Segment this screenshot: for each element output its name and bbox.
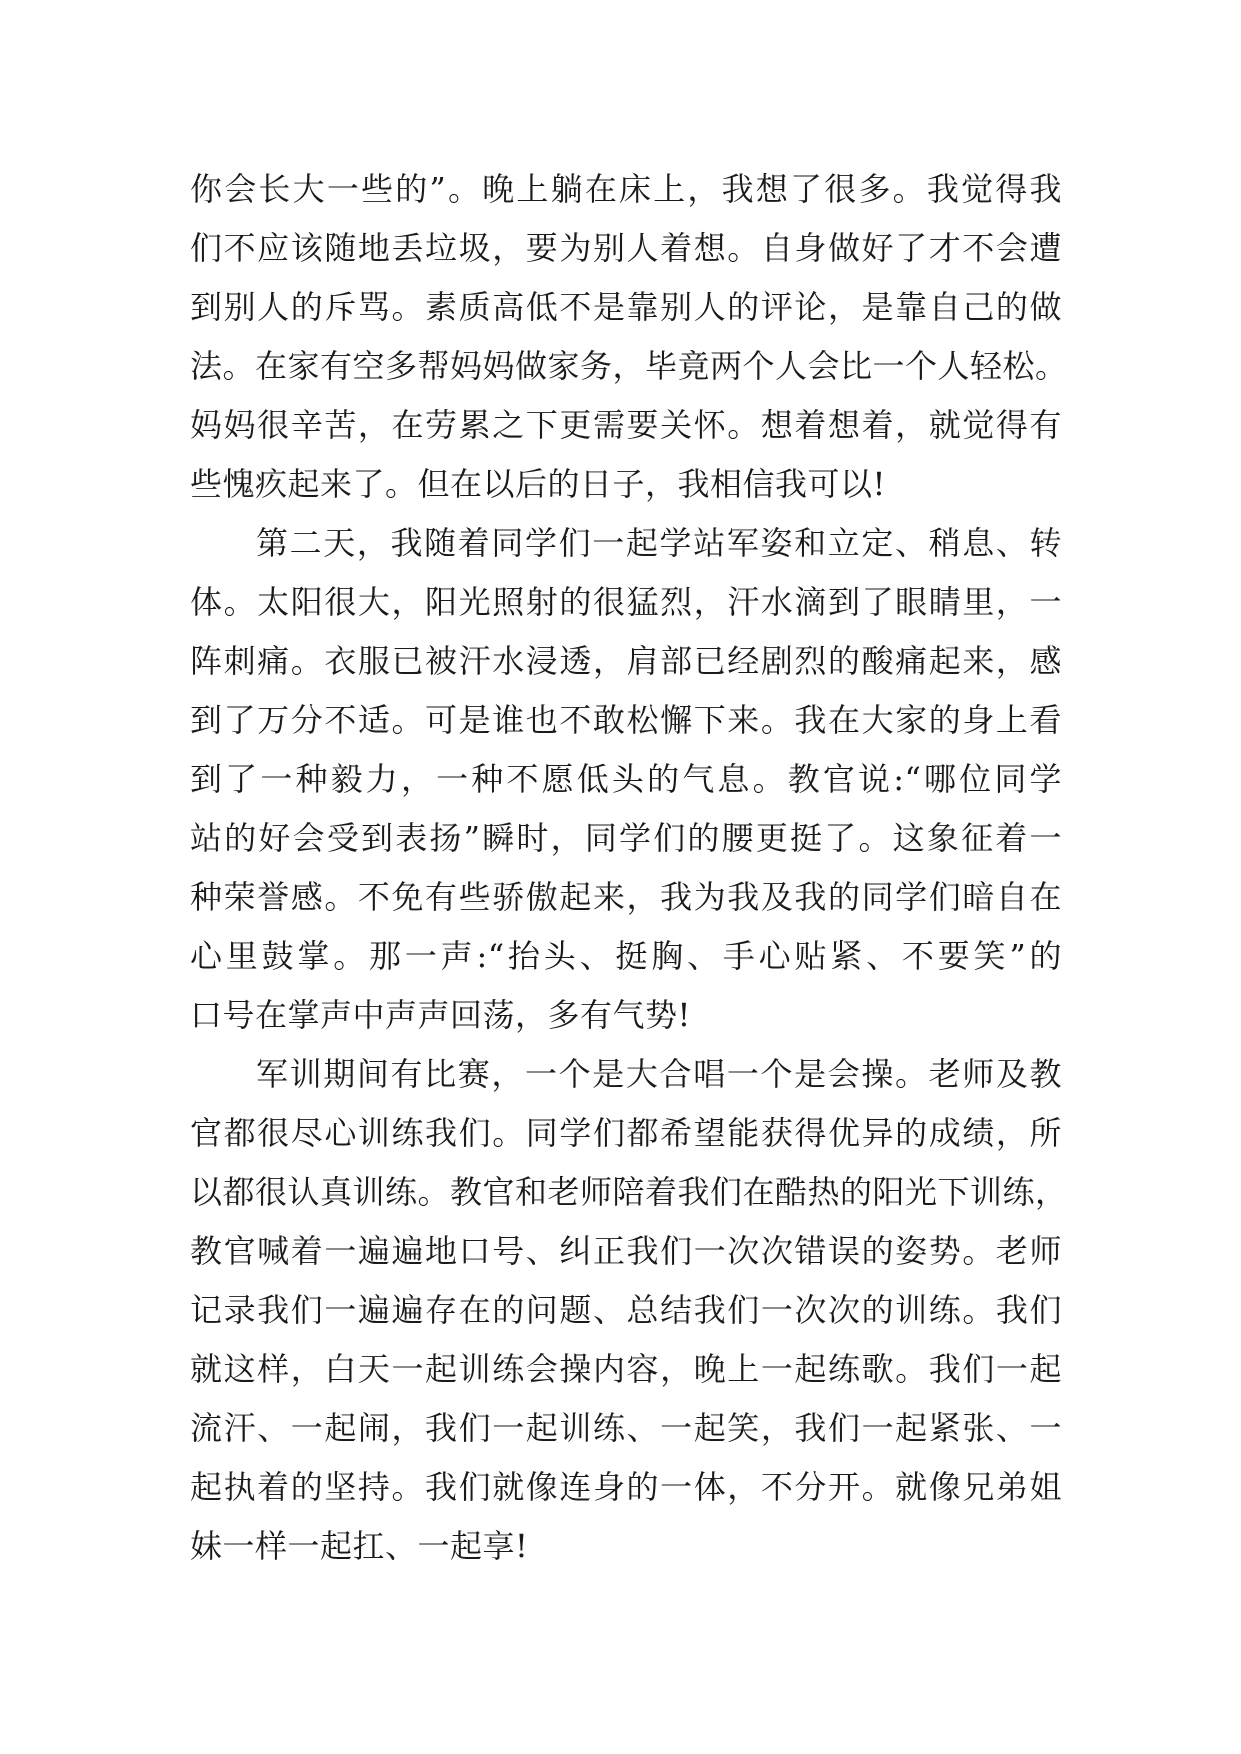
paragraph: [190, 160, 1068, 514]
text-line: 官都很尽心训练我们。同学们都希望能获得优异的成绩，所: [190, 1114, 1062, 1152]
paragraph: [190, 514, 1062, 1045]
text-line: 些愧疚起来了。但在以后的日子，我相信我可以!: [190, 465, 886, 503]
text-line: 们不应该随地丢垃圾，要为别人着想。自身做好了才不会遭: [190, 229, 1062, 267]
text-line: 流汗、一起闹，我们一起训练、一起笑，我们一起紧张、一: [190, 1409, 1062, 1447]
text-line: 教官喊着一遍遍地口号、纠正我们一次次错误的姿势。老师: [190, 1232, 1062, 1270]
text-line: 起执着的坚持。我们就像连身的一体，不分开。就像兄弟姐: [190, 1468, 1062, 1506]
text-line: 种荣誉感。不免有些骄傲起来，我为我及我的同学们暗自在: [190, 878, 1062, 916]
text-line: 阵刺痛。衣服已被汗水浸透，肩部已经剧烈的酸痛起来，感: [190, 642, 1062, 680]
text-line: 心里鼓掌。那一声:“抬头、挺胸、手心贴紧、不要笑”的: [190, 937, 1062, 975]
text-line: 到别人的斥骂。素质高低不是靠别人的评论，是靠自己的做: [190, 288, 1062, 326]
text-line: 第二天，我随着同学们一起学站军姿和立定、稍息、转: [256, 524, 1062, 562]
text-line: 体。太阳很大，阳光照射的很猛烈，汗水滴到了眼睛里，一: [190, 583, 1062, 621]
text-line: 站的好会受到表扬”瞬时，同学们的腰更挺了。这象征着一: [190, 819, 1062, 857]
text-line: 记录我们一遍遍存在的问题、总结我们一次次的训练。我们: [190, 1291, 1062, 1329]
text-line: 妹一样一起扛、一起享!: [190, 1527, 529, 1565]
text-line: 到了一种毅力，一种不愿低头的气息。教官说:“哪位同学: [190, 760, 1062, 798]
text-line: 妈妈很辛苦，在劳累之下更需要关怀。想着想着，就觉得有: [190, 406, 1062, 444]
text-line: 法。在家有空多帮妈妈做家务，毕竟两个人会比一个人轻松。: [190, 347, 1068, 385]
text-line: 军训期间有比赛，一个是大合唱一个是会操。老师及教: [256, 1055, 1062, 1093]
text-line: 就这样，白天一起训练会操内容，晚上一起练歌。我们一起: [190, 1350, 1062, 1388]
text-line: 到了万分不适。可是谁也不敢松懈下来。我在大家的身上看: [190, 701, 1062, 739]
text-line: 你会长大一些的”。晚上躺在床上，我想了很多。我觉得我: [190, 170, 1062, 208]
paragraph: [190, 1045, 1068, 1576]
document-body: [190, 160, 1068, 1576]
text-line: 以都很认真训练。教官和老师陪着我们在酷热的阳光下训练，: [190, 1173, 1068, 1211]
text-line: 口号在掌声中声声回荡，多有气势!: [190, 996, 691, 1034]
